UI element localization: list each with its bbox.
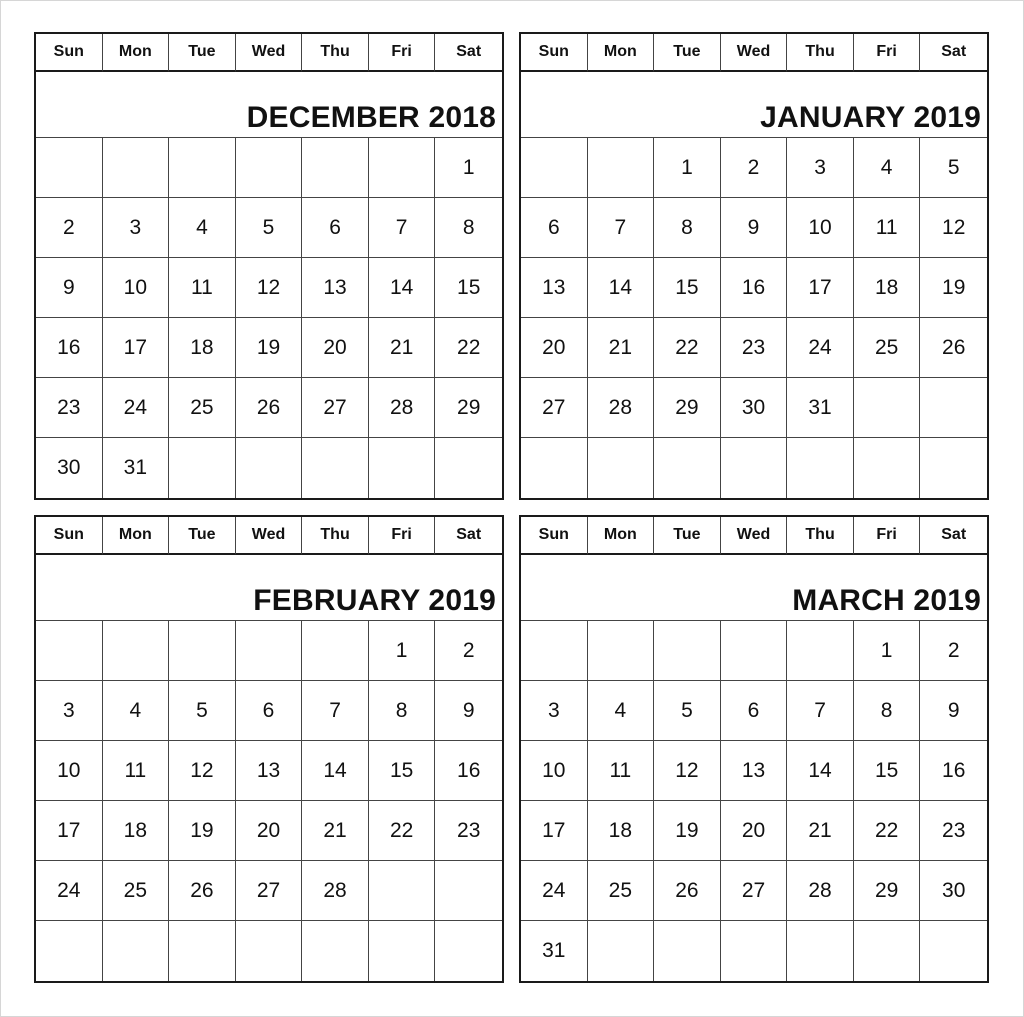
day-cell: 3 <box>521 681 588 741</box>
day-cell: 19 <box>920 258 987 318</box>
weekday-header-thu: Thu <box>787 517 854 555</box>
empty-day-cell <box>588 921 655 981</box>
weekday-header-fri: Fri <box>854 34 921 72</box>
empty-day-cell <box>36 921 103 981</box>
empty-day-cell <box>521 438 588 498</box>
day-cell: 13 <box>302 258 369 318</box>
weekday-header-sat: Sat <box>920 517 987 555</box>
weekday-header-mon: Mon <box>103 517 170 555</box>
day-cell: 2 <box>435 621 502 681</box>
month-title: FEBRUARY 2019 <box>36 555 502 621</box>
day-cell: 25 <box>169 378 236 438</box>
day-cell: 26 <box>920 318 987 378</box>
empty-day-cell <box>435 921 502 981</box>
day-cell: 31 <box>103 438 170 498</box>
empty-day-cell <box>302 138 369 198</box>
day-cell: 21 <box>588 318 655 378</box>
day-cell: 14 <box>302 741 369 801</box>
empty-day-cell <box>721 921 788 981</box>
empty-day-cell <box>169 921 236 981</box>
weekday-header-fri: Fri <box>369 34 436 72</box>
day-cell: 28 <box>588 378 655 438</box>
day-cell: 28 <box>302 861 369 921</box>
empty-day-cell <box>588 438 655 498</box>
day-cell: 15 <box>654 258 721 318</box>
day-cell: 13 <box>521 258 588 318</box>
empty-day-cell <box>236 921 303 981</box>
day-cell: 9 <box>721 198 788 258</box>
empty-day-cell <box>854 378 921 438</box>
day-cell: 1 <box>654 138 721 198</box>
weekday-header-sun: Sun <box>36 517 103 555</box>
weekday-header-sat: Sat <box>435 34 502 72</box>
day-cell: 15 <box>435 258 502 318</box>
empty-day-cell <box>521 621 588 681</box>
month-title: MARCH 2019 <box>521 555 987 621</box>
weekday-header-tue: Tue <box>169 34 236 72</box>
day-cell: 1 <box>435 138 502 198</box>
day-cell: 1 <box>369 621 436 681</box>
empty-day-cell <box>654 921 721 981</box>
weekday-header-wed: Wed <box>721 34 788 72</box>
day-cell: 4 <box>169 198 236 258</box>
day-cell: 18 <box>169 318 236 378</box>
weekday-header-fri: Fri <box>854 517 921 555</box>
day-cell: 30 <box>920 861 987 921</box>
day-cell: 5 <box>236 198 303 258</box>
day-cell: 4 <box>854 138 921 198</box>
day-cell: 3 <box>103 198 170 258</box>
day-cell: 3 <box>36 681 103 741</box>
weekday-header-thu: Thu <box>302 517 369 555</box>
day-cell: 25 <box>103 861 170 921</box>
day-cell: 9 <box>36 258 103 318</box>
day-cell: 22 <box>369 801 436 861</box>
empty-day-cell <box>236 138 303 198</box>
day-cell: 29 <box>654 378 721 438</box>
day-cell: 7 <box>787 681 854 741</box>
day-cell: 10 <box>36 741 103 801</box>
day-cell: 19 <box>654 801 721 861</box>
day-cell: 22 <box>435 318 502 378</box>
day-cell: 8 <box>369 681 436 741</box>
weekday-header-sun: Sun <box>36 34 103 72</box>
empty-day-cell <box>36 138 103 198</box>
month-title: JANUARY 2019 <box>521 72 987 138</box>
day-cell: 12 <box>236 258 303 318</box>
weekday-header-tue: Tue <box>654 34 721 72</box>
empty-day-cell <box>369 861 436 921</box>
day-cell: 10 <box>103 258 170 318</box>
weekday-header-wed: Wed <box>721 517 788 555</box>
day-cell: 24 <box>787 318 854 378</box>
day-cell: 6 <box>302 198 369 258</box>
day-cell: 11 <box>854 198 921 258</box>
empty-day-cell <box>169 438 236 498</box>
day-cell: 14 <box>588 258 655 318</box>
empty-day-cell <box>920 438 987 498</box>
day-cell: 6 <box>236 681 303 741</box>
day-cell: 7 <box>588 198 655 258</box>
day-cell: 27 <box>302 378 369 438</box>
empty-day-cell <box>654 438 721 498</box>
day-cell: 4 <box>103 681 170 741</box>
day-cell: 3 <box>787 138 854 198</box>
calendar-march-2019 <box>519 515 989 983</box>
day-cell: 5 <box>169 681 236 741</box>
empty-day-cell <box>854 921 921 981</box>
day-cell: 17 <box>36 801 103 861</box>
day-cell: 8 <box>435 198 502 258</box>
day-cell: 7 <box>302 681 369 741</box>
day-cell: 23 <box>721 318 788 378</box>
empty-day-cell <box>302 438 369 498</box>
weekday-header-wed: Wed <box>236 34 303 72</box>
empty-day-cell <box>236 438 303 498</box>
day-cell: 24 <box>521 861 588 921</box>
weekday-header-wed: Wed <box>236 517 303 555</box>
empty-day-cell <box>588 138 655 198</box>
weekday-header-sun: Sun <box>521 517 588 555</box>
day-cell: 12 <box>920 198 987 258</box>
month-title: DECEMBER 2018 <box>36 72 502 138</box>
weekday-header-tue: Tue <box>654 517 721 555</box>
empty-day-cell <box>36 621 103 681</box>
day-cell: 17 <box>521 801 588 861</box>
calendar-december-2018 <box>34 32 504 500</box>
day-cell: 2 <box>920 621 987 681</box>
day-cell: 15 <box>854 741 921 801</box>
weekday-header-sat: Sat <box>920 34 987 72</box>
empty-day-cell <box>588 621 655 681</box>
day-cell: 6 <box>721 681 788 741</box>
day-cell: 28 <box>787 861 854 921</box>
day-cell: 11 <box>169 258 236 318</box>
day-cell: 30 <box>36 438 103 498</box>
day-cell: 16 <box>920 741 987 801</box>
day-cell: 28 <box>369 378 436 438</box>
day-cell: 22 <box>854 801 921 861</box>
day-cell: 8 <box>854 681 921 741</box>
weekday-header-fri: Fri <box>369 517 436 555</box>
day-cell: 20 <box>302 318 369 378</box>
empty-day-cell <box>521 138 588 198</box>
empty-day-cell <box>103 621 170 681</box>
weekday-header-mon: Mon <box>588 34 655 72</box>
empty-day-cell <box>654 621 721 681</box>
day-cell: 5 <box>654 681 721 741</box>
empty-day-cell <box>169 621 236 681</box>
day-cell: 23 <box>920 801 987 861</box>
day-cell: 17 <box>787 258 854 318</box>
day-cell: 24 <box>103 378 170 438</box>
day-cell: 29 <box>854 861 921 921</box>
day-cell: 8 <box>654 198 721 258</box>
empty-day-cell <box>302 621 369 681</box>
day-cell: 23 <box>435 801 502 861</box>
day-cell: 23 <box>36 378 103 438</box>
empty-day-cell <box>920 921 987 981</box>
day-cell: 11 <box>588 741 655 801</box>
empty-day-cell <box>721 438 788 498</box>
empty-day-cell <box>103 921 170 981</box>
day-cell: 26 <box>654 861 721 921</box>
day-cell: 17 <box>103 318 170 378</box>
empty-day-cell <box>369 138 436 198</box>
day-cell: 10 <box>521 741 588 801</box>
empty-day-cell <box>787 438 854 498</box>
day-cell: 16 <box>721 258 788 318</box>
day-cell: 7 <box>369 198 436 258</box>
day-cell: 19 <box>236 318 303 378</box>
day-cell: 15 <box>369 741 436 801</box>
day-cell: 27 <box>721 861 788 921</box>
day-cell: 2 <box>721 138 788 198</box>
day-cell: 9 <box>920 681 987 741</box>
day-cell: 16 <box>36 318 103 378</box>
weekday-header-tue: Tue <box>169 517 236 555</box>
day-cell: 11 <box>103 741 170 801</box>
day-cell: 16 <box>435 741 502 801</box>
day-cell: 6 <box>521 198 588 258</box>
day-cell: 31 <box>521 921 588 981</box>
day-cell: 27 <box>521 378 588 438</box>
day-cell: 26 <box>169 861 236 921</box>
empty-day-cell <box>787 921 854 981</box>
empty-day-cell <box>369 438 436 498</box>
day-cell: 25 <box>854 318 921 378</box>
day-cell: 21 <box>787 801 854 861</box>
day-cell: 5 <box>920 138 987 198</box>
empty-day-cell <box>435 861 502 921</box>
empty-day-cell <box>236 621 303 681</box>
day-cell: 18 <box>103 801 170 861</box>
day-cell: 20 <box>236 801 303 861</box>
day-cell: 18 <box>588 801 655 861</box>
day-cell: 14 <box>787 741 854 801</box>
day-cell: 26 <box>236 378 303 438</box>
weekday-header-thu: Thu <box>302 34 369 72</box>
day-cell: 20 <box>521 318 588 378</box>
empty-day-cell <box>435 438 502 498</box>
day-cell: 14 <box>369 258 436 318</box>
weekday-header-mon: Mon <box>103 34 170 72</box>
day-cell: 2 <box>36 198 103 258</box>
empty-day-cell <box>920 378 987 438</box>
empty-day-cell <box>369 921 436 981</box>
weekday-header-thu: Thu <box>787 34 854 72</box>
day-cell: 20 <box>721 801 788 861</box>
empty-day-cell <box>103 138 170 198</box>
day-cell: 10 <box>787 198 854 258</box>
day-cell: 30 <box>721 378 788 438</box>
day-cell: 4 <box>588 681 655 741</box>
calendar-january-2019 <box>519 32 989 500</box>
day-cell: 22 <box>654 318 721 378</box>
day-cell: 27 <box>236 861 303 921</box>
weekday-header-sat: Sat <box>435 517 502 555</box>
calendar-february-2019 <box>34 515 504 983</box>
day-cell: 12 <box>169 741 236 801</box>
day-cell: 19 <box>169 801 236 861</box>
day-cell: 24 <box>36 861 103 921</box>
empty-day-cell <box>854 438 921 498</box>
day-cell: 12 <box>654 741 721 801</box>
day-cell: 13 <box>721 741 788 801</box>
day-cell: 13 <box>236 741 303 801</box>
day-cell: 1 <box>854 621 921 681</box>
day-cell: 9 <box>435 681 502 741</box>
empty-day-cell <box>721 621 788 681</box>
empty-day-cell <box>787 621 854 681</box>
day-cell: 21 <box>369 318 436 378</box>
day-cell: 18 <box>854 258 921 318</box>
empty-day-cell <box>302 921 369 981</box>
empty-day-cell <box>169 138 236 198</box>
day-cell: 29 <box>435 378 502 438</box>
day-cell: 31 <box>787 378 854 438</box>
weekday-header-mon: Mon <box>588 517 655 555</box>
weekday-header-sun: Sun <box>521 34 588 72</box>
day-cell: 25 <box>588 861 655 921</box>
day-cell: 21 <box>302 801 369 861</box>
